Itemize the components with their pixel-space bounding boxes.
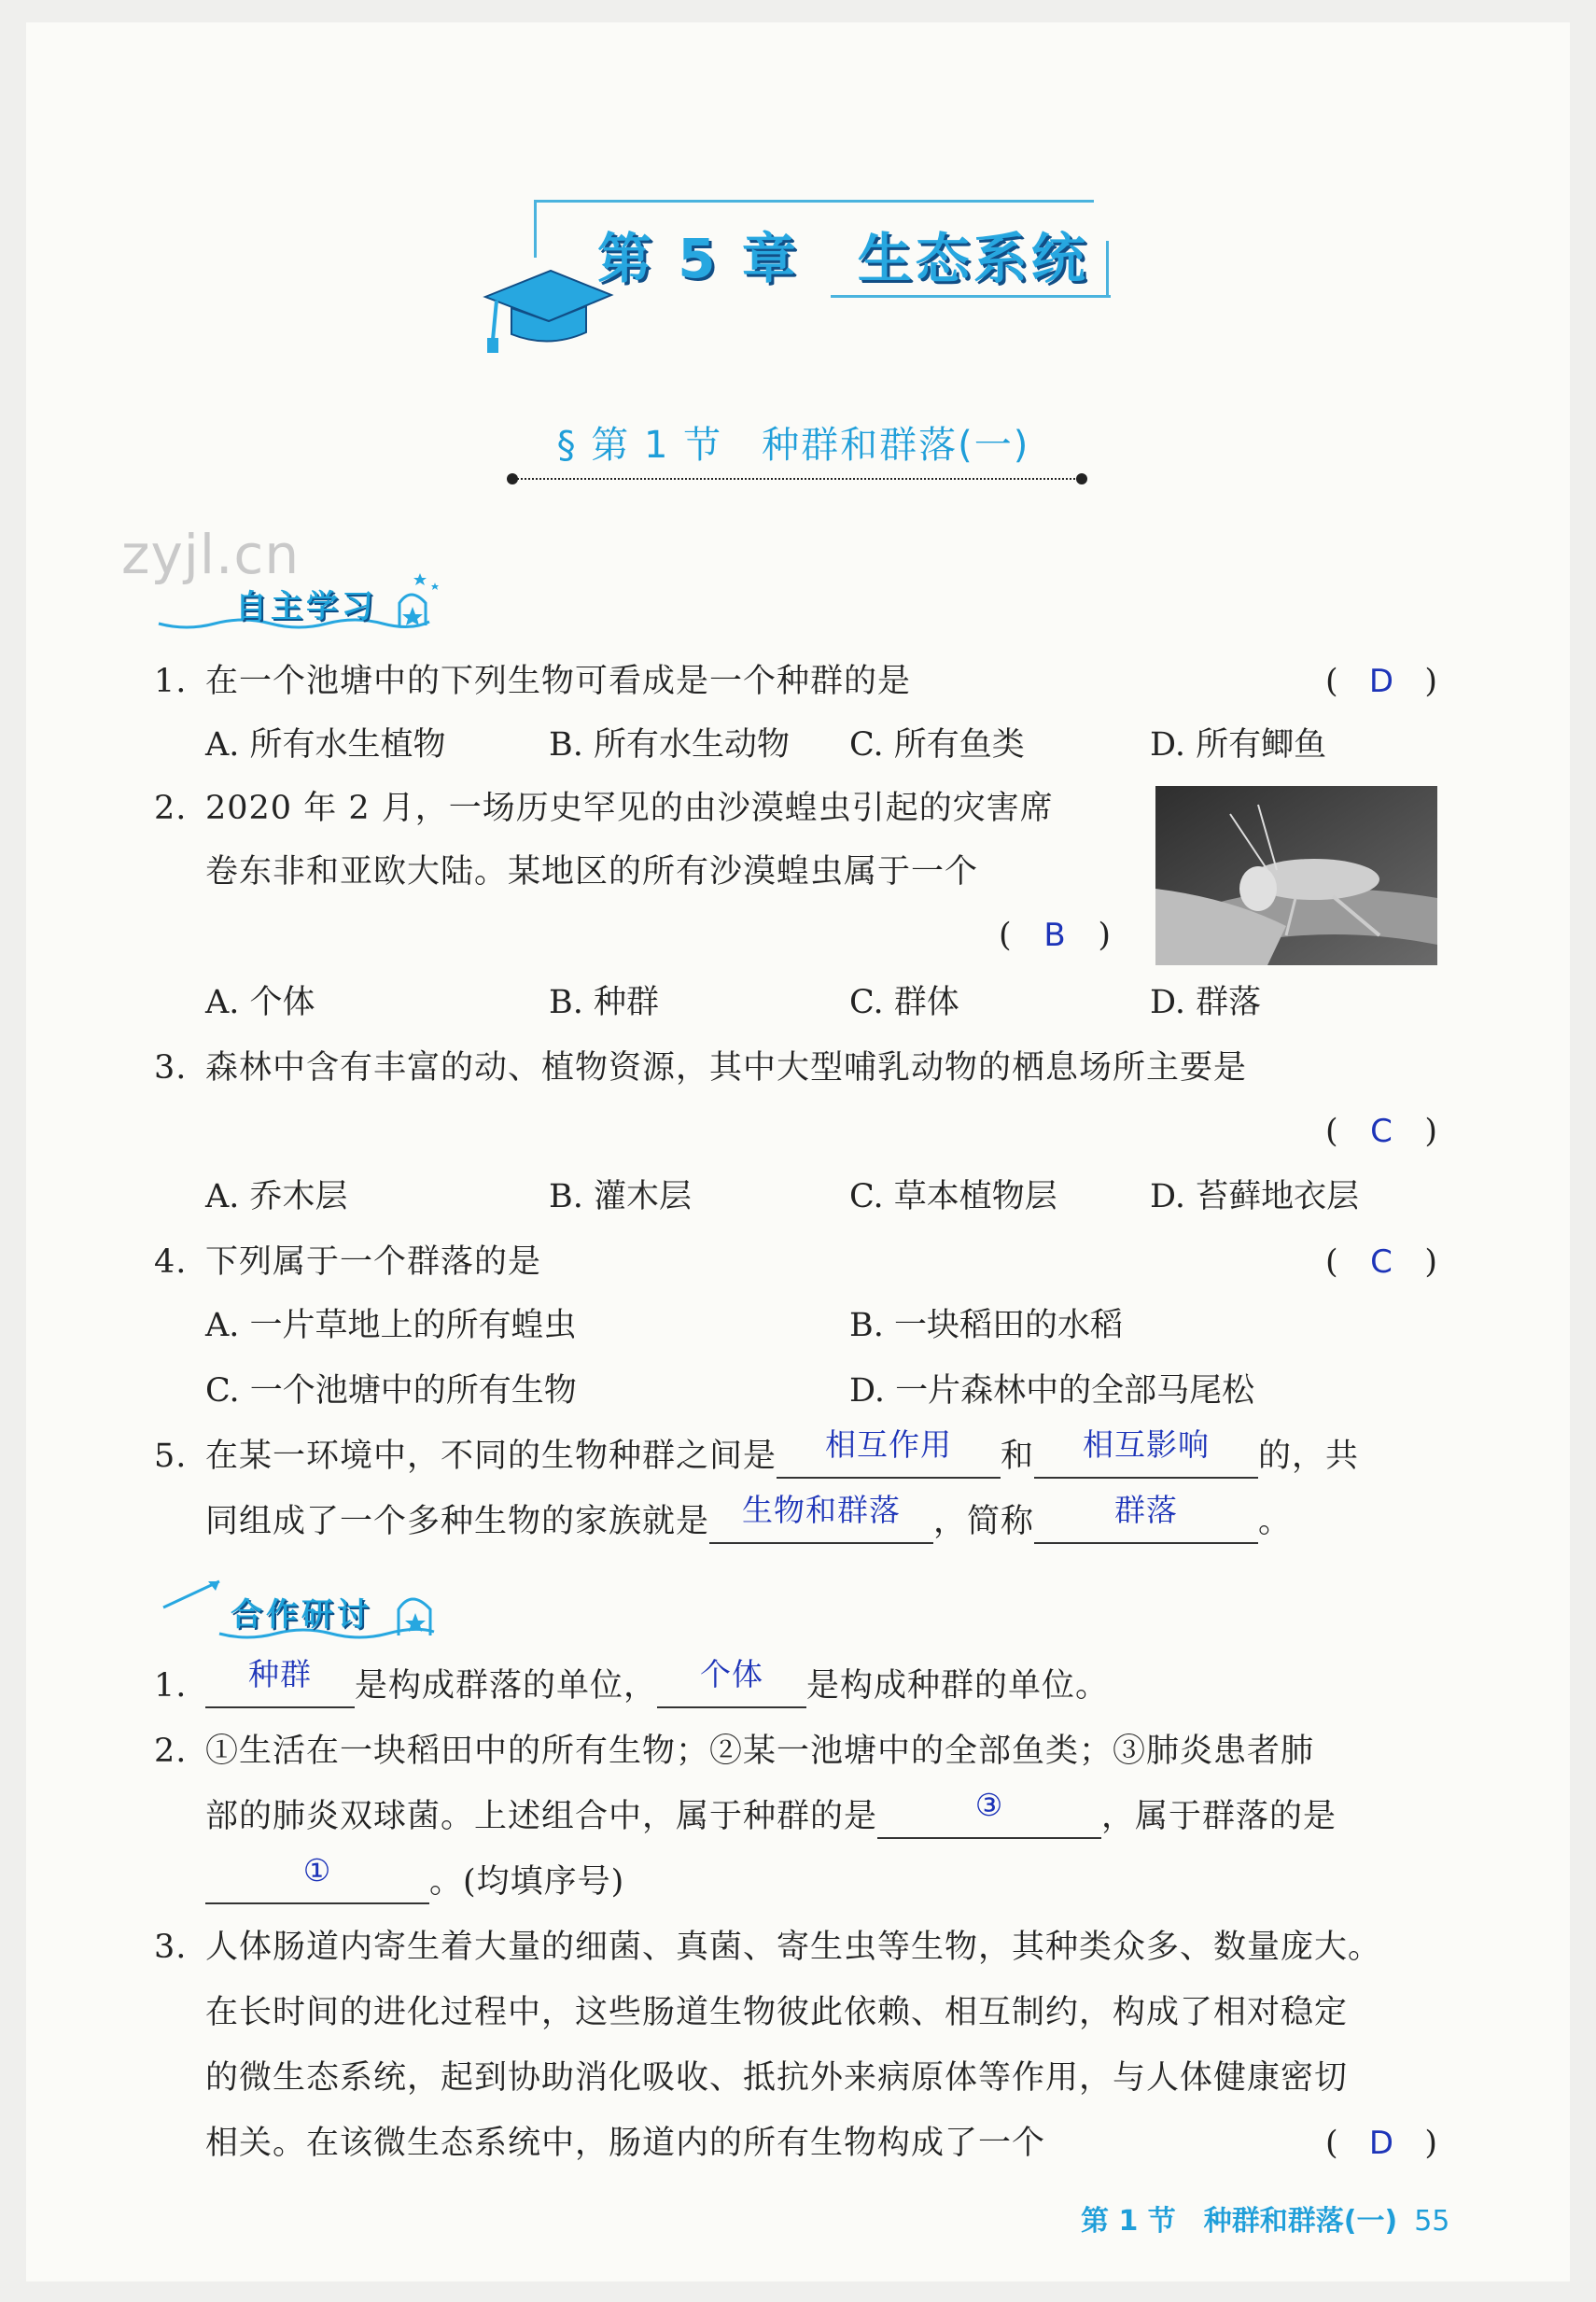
option-c: C. 一个池塘中的所有生物 xyxy=(205,1372,577,1410)
question-text: ①生活在一块稻田中的所有生物；②某一池塘中的全部鱼类；③肺炎患者肺 xyxy=(205,1733,1315,1770)
blank-2 xyxy=(205,1852,429,1904)
question-4 xyxy=(154,1240,541,1284)
blank-2 xyxy=(1034,1426,1258,1479)
coop-question-3-line-4: 相关。在该微生态系统中，肠道内的所有生物构成了一个 xyxy=(205,2125,1046,2162)
coop-question-2 xyxy=(154,1729,1314,1774)
option-a: A. 乔木层 xyxy=(205,1178,348,1215)
blank-answer: 生物和群落 xyxy=(742,1492,902,1528)
question-text: 同组成了一个多种生物的家族就是 xyxy=(205,1503,710,1540)
question-3 xyxy=(154,1046,1247,1090)
option-a: A. 一片草地上的所有蝗虫 xyxy=(205,1307,577,1344)
option-c: C. 草本植物层 xyxy=(849,1178,1057,1215)
question-text: 是构成群落的单位， xyxy=(355,1667,658,1705)
heading-frame-bottom xyxy=(831,295,1111,298)
blank-1 xyxy=(205,1656,355,1708)
blank-answer: 群落 xyxy=(1114,1492,1179,1528)
locust-photo xyxy=(1155,786,1437,965)
option-d: D. 群落 xyxy=(1150,984,1262,1021)
answer-value: C xyxy=(1370,1243,1393,1281)
answer-value: C xyxy=(1370,1113,1393,1150)
question-text: 人体肠道内寄生着大量的细菌、真菌、寄生虫等生物，其种类众多、数量庞大。 xyxy=(205,1929,1382,1966)
blank-answer: ① xyxy=(302,1852,332,1888)
question-number: 1. xyxy=(154,1667,188,1705)
answer-value: D xyxy=(1368,663,1394,700)
question-text: 。(均填序号) xyxy=(429,1863,625,1901)
question-number: 5. xyxy=(154,1438,188,1475)
option-b: B. 所有水生动物 xyxy=(549,726,790,764)
question-text: 和 xyxy=(1001,1438,1035,1475)
option-a: A. 所有水生植物 xyxy=(205,726,446,764)
question-text: 是构成种群的单位。 xyxy=(806,1667,1110,1705)
question-text: 在某一环境中，不同的生物种群之间是 xyxy=(205,1438,777,1475)
question-2 xyxy=(154,786,1054,831)
option-d: D. 所有鲫鱼 xyxy=(1150,726,1327,764)
question-number: 4. xyxy=(154,1243,188,1281)
question-stem: 下列属于一个群落的是 xyxy=(205,1243,542,1281)
question-text: ，简称 xyxy=(933,1503,1035,1540)
heading-frame-top xyxy=(534,200,1094,206)
page-number: 55 xyxy=(1414,2205,1450,2238)
watermark: zyjl.cn xyxy=(121,523,301,586)
coop-question-1 xyxy=(154,1656,1110,1708)
blank-1 xyxy=(777,1426,1001,1479)
option-d: D. 苔藓地衣层 xyxy=(1150,1178,1360,1215)
question-text: 。 xyxy=(1258,1503,1293,1540)
footer-section: 第 1 节 种群和群落(一) xyxy=(1081,2205,1398,2238)
blank-1 xyxy=(877,1787,1101,1839)
chapter-heading xyxy=(476,187,1129,345)
option-b: B. 灌木层 xyxy=(549,1178,692,1215)
answer-value: B xyxy=(1043,917,1066,954)
option-d: D. 一片森林中的全部马尾松 xyxy=(849,1372,1255,1410)
cooperation-badge xyxy=(154,1568,453,1652)
section-title: § 第 1 节 种群和群落(一) xyxy=(556,424,1030,467)
question-number: 2. xyxy=(154,790,188,827)
question-text: 部的肺炎双球菌。上述组合中，属于种群的是 xyxy=(205,1798,878,1835)
rule-dot-right xyxy=(1076,473,1087,484)
question-number: 2. xyxy=(154,1733,188,1770)
blank-answer: 个体 xyxy=(700,1656,764,1692)
graduation-cap-icon xyxy=(476,252,616,355)
option-b: B. 一块稻田的水稻 xyxy=(849,1307,1123,1344)
blank-answer: 种群 xyxy=(248,1656,312,1692)
question-1 xyxy=(154,659,911,704)
page-footer xyxy=(1081,2197,1449,2239)
coop-question-3-line-2: 在长时间的进化过程中，这些肠道生物彼此依赖、相互制约，构成了相对稳定 xyxy=(205,1994,1349,2031)
coop-question-2-line-2 xyxy=(205,1787,1337,1839)
answer-value: D xyxy=(1368,2125,1394,2162)
section-rule xyxy=(511,478,1082,480)
coop-question-3 xyxy=(154,1925,1381,1970)
question-number: 3. xyxy=(154,1929,188,1966)
heading-frame-right xyxy=(1106,241,1109,297)
question-stem-line-1: 2020 年 2 月，一场历史罕见的由沙漠蝗虫引起的灾害席 xyxy=(205,790,1054,827)
option-a: A. 个体 xyxy=(205,984,315,1021)
self-study-label: 自主学习 xyxy=(235,588,377,625)
question-stem: 森林中含有丰富的动、植物资源，其中大型哺乳动物的栖息场所主要是 xyxy=(205,1049,1248,1087)
heading-frame-left xyxy=(534,200,537,258)
blank-4 xyxy=(1034,1492,1258,1544)
cooperation-label: 合作研讨 xyxy=(231,1596,372,1634)
question-5-line-1 xyxy=(154,1426,1360,1479)
question-5-line-2 xyxy=(205,1492,1293,1544)
blank-answer: 相互影响 xyxy=(1083,1426,1211,1463)
question-text: 的，共 xyxy=(1258,1438,1360,1475)
blank-2 xyxy=(657,1656,806,1708)
blank-3 xyxy=(709,1492,933,1544)
option-c: C. 所有鱼类 xyxy=(849,726,1025,764)
coop-question-2-line-3 xyxy=(205,1852,625,1904)
question-text: ，属于群落的是 xyxy=(1101,1798,1337,1835)
self-study-badge xyxy=(149,560,448,644)
chapter-title: 第 5 章 生态系统 xyxy=(597,227,1089,290)
coop-question-3-line-3: 的微生态系统，起到协助消化吸收、抵抗外来病原体等作用，与人体健康密切 xyxy=(205,2059,1349,2097)
option-b: B. 种群 xyxy=(549,984,659,1021)
option-c: C. 群体 xyxy=(849,984,959,1021)
question-stem-line-2: 卷东非和亚欧大陆。某地区的所有沙漠蝗虫属于一个 xyxy=(205,853,979,891)
question-number: 3. xyxy=(154,1049,188,1087)
question-stem: 在一个池塘中的下列生物可看成是一个种群的是 xyxy=(205,663,912,700)
question-number: 1. xyxy=(154,663,188,700)
blank-answer: 相互作用 xyxy=(825,1426,953,1463)
blank-answer: ③ xyxy=(974,1787,1004,1823)
